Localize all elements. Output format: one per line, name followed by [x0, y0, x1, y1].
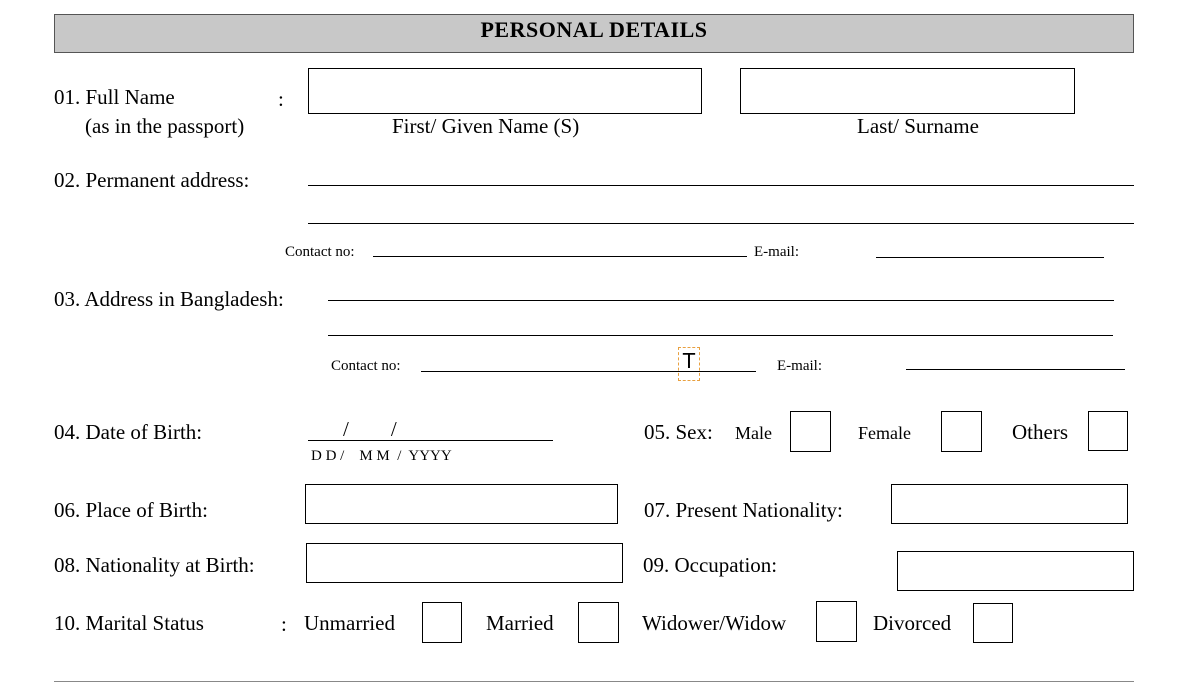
sex-others-checkbox[interactable] [1088, 411, 1128, 451]
bd-email-line[interactable] [906, 369, 1125, 370]
permanent-email-line[interactable] [876, 257, 1104, 258]
bd-contact-label: Contact no: [331, 358, 401, 374]
full-name-label: 01. Full Name [54, 85, 175, 109]
widower-label: Widower/Widow [642, 611, 787, 635]
first-name-field[interactable] [308, 68, 702, 114]
dob-line[interactable] [308, 440, 553, 441]
sex-others-label: Others [1012, 420, 1068, 444]
last-name-caption: Last/ Surname [857, 114, 979, 138]
last-name-field[interactable] [740, 68, 1075, 114]
occupation-label: 09. Occupation: [643, 553, 778, 577]
permanent-contact-label: Contact no: [285, 244, 355, 260]
permanent-address-line-1[interactable] [308, 185, 1134, 186]
widower-checkbox[interactable] [816, 601, 857, 642]
marital-status-label: 10. Marital Status [54, 611, 204, 635]
bd-email-label: E-mail: [777, 358, 822, 374]
bd-contact-line[interactable] [421, 371, 756, 372]
nationality-at-birth-field[interactable] [306, 543, 623, 583]
dob-separators: / / [343, 417, 397, 441]
full-name-sublabel: (as in the passport) [85, 114, 245, 138]
full-name-colon: : [278, 87, 284, 111]
permanent-email-label: E-mail: [754, 244, 799, 260]
sex-female-label: Female [858, 423, 911, 443]
text-cursor-icon[interactable]: T [678, 347, 700, 381]
bd-address-line-1[interactable] [328, 300, 1114, 301]
sex-male-checkbox[interactable] [790, 411, 831, 452]
dob-label: 04. Date of Birth: [54, 420, 203, 444]
marital-status-colon: : [281, 612, 287, 636]
present-nationality-label: 07. Present Nationality: [644, 498, 843, 522]
sex-label: 05. Sex: [644, 420, 713, 444]
permanent-address-label: 02. Permanent address: [54, 168, 250, 192]
bd-address-label: 03. Address in Bangladesh: [54, 287, 284, 311]
divorced-label: Divorced [873, 611, 952, 635]
unmarried-label: Unmarried [304, 611, 395, 635]
place-of-birth-field[interactable] [305, 484, 618, 524]
divorced-checkbox[interactable] [973, 603, 1013, 643]
first-name-caption: First/ Given Name (S) [392, 114, 580, 138]
place-of-birth-label: 06. Place of Birth: [54, 498, 208, 522]
unmarried-checkbox[interactable] [422, 602, 462, 643]
permanent-address-line-2[interactable] [308, 223, 1134, 224]
occupation-field[interactable] [897, 551, 1134, 591]
dob-format: D D / M M / YYYY [311, 448, 452, 464]
section-title: PERSONAL DETAILS [54, 14, 1134, 53]
married-checkbox[interactable] [578, 602, 619, 643]
married-label: Married [486, 611, 554, 635]
permanent-contact-line[interactable] [373, 256, 747, 257]
nationality-at-birth-label: 08. Nationality at Birth: [54, 553, 255, 577]
bd-address-line-2[interactable] [328, 335, 1113, 336]
sex-female-checkbox[interactable] [941, 411, 982, 452]
sex-male-label: Male [735, 423, 772, 443]
present-nationality-field[interactable] [891, 484, 1128, 524]
